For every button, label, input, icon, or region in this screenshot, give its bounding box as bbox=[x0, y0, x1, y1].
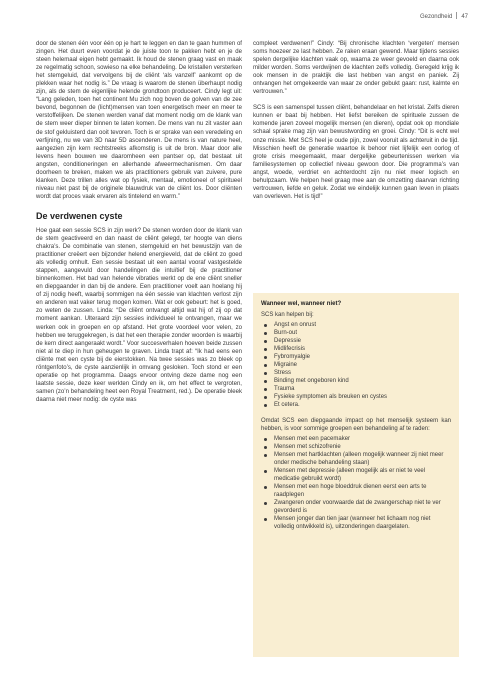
helps-with-list bbox=[261, 321, 451, 409]
list-item: Mensen met schizofrenie bbox=[261, 443, 451, 451]
bullet-icon bbox=[264, 396, 267, 399]
header-divider bbox=[456, 12, 457, 19]
bullet-icon bbox=[264, 324, 267, 327]
not-advised-list bbox=[261, 435, 451, 531]
list-item: Mensen met depressie (alleen mogelijk als er niet te veel medicatie gebruikt wordt) bbox=[261, 467, 451, 483]
sidebar-title: Wanneer wel, wanneer niet? bbox=[261, 301, 342, 307]
list-item: Fysieke symptomen als breuken en cystes bbox=[261, 393, 451, 401]
page-number: 47 bbox=[461, 14, 468, 20]
list-item: Depressie bbox=[261, 337, 451, 345]
list-item: Mensen met een hoge bloeddruk dienen eerst een arts te raadplegen bbox=[261, 483, 451, 499]
body-paragraph: SCS is een samenspel tussen cliënt, behandelaar en het kristal. Zelfs dieren kunnen er baat bij hebben. Het liefst bereiken de spirituele zussen de komende jaren zoveel mogelijk mensen (en dieren), opdat ook op mondiale schaal sprake mag zijn van bewustwording en groei. Cindy: “Dit is echt wel onze missie. Met SCS heel je oude pijn, zowel vooruit als achteruit in de tijd. Misschien heeft de generatie waartoe ik behoor niet lijfelijk een oorlog of grote crisis meegemaakt, maar dergelijke gebeurtenissen werken via familiesystemen op collectief niveau gewoon door. Die programma’s van angst, woede, verdriet en achterdocht zijn nu niet meer logisch en behulpzaam. We helpen heel graag mee aan de omzetting daarvan richting vertrouwen, liefde en geluk. Zodat we eindelijk kunnen gaan leven in plaats van overleven. Het is tijd!” bbox=[253, 105, 459, 200]
bullet-icon bbox=[264, 388, 267, 391]
bullet-icon bbox=[264, 404, 267, 407]
running-header bbox=[420, 12, 468, 20]
list-item: Fybromyalgie bbox=[261, 353, 451, 361]
section-heading: De verdwenen cyste bbox=[36, 210, 123, 221]
bullet-icon bbox=[264, 470, 267, 473]
list-item: Midlifecrisis bbox=[261, 345, 451, 353]
bullet-icon bbox=[264, 454, 267, 457]
list-item: Stress bbox=[261, 369, 451, 377]
sidebar-intro: SCS kan helpen bij: bbox=[261, 312, 314, 318]
bullet-icon bbox=[264, 380, 267, 383]
list-item: Mensen jonger dan tien jaar (wanneer het lichaam nog niet volledig ontwikkeld is), uitzonderingen daargelaten. bbox=[261, 515, 451, 531]
bullet-icon bbox=[264, 340, 267, 343]
list-item: Binding met ongeboren kind bbox=[261, 377, 451, 385]
bullet-icon bbox=[264, 364, 267, 367]
section-label: Gezondheid bbox=[419, 14, 453, 20]
bullet-icon bbox=[264, 502, 267, 505]
bullet-icon bbox=[264, 518, 267, 521]
bullet-icon bbox=[264, 486, 267, 489]
list-item: Angst en onrust bbox=[261, 321, 451, 329]
bullet-icon bbox=[264, 332, 267, 335]
list-item: Trauma bbox=[261, 385, 451, 393]
body-paragraph: Hoe gaat een sessie SCS in zijn werk? De stenen worden door de klank van de stem geactiveerd en dan naast de cliënt gelegd, ter hoogte van diens chakra’s. De combinatie van stenen, stemgeluid en het bewustzijn van de practitioner creëert een bijzonder helend energieveld, dat de cliënt zo goed als volledig omhult. Een sessie bestaat uit een aantal vooraf vastgestelde stappen, aangevuld door handelingen die intuïtief bij de practitioner binnenkomen. Het bad van helende vibraties werkt op de ene cliënt sneller en diepgaander in dan bij de andere. Een practitioner voelt aan hoelang hij of zij nodig heeft, waarbij sommigen na één sessie van klachten verlost zijn en anderen wat vaker terug mogen komen. Wat er ook gebeurt: het is goed, zo weten de zussen. Linda: “De cliënt ontvangt altijd wat hij of zij op dat moment aankan. Ulteraard zijn sessies individueel te ontvangen, maar we werken ook in groepen en op afstand. Het grote voordeel voor velen, zo hebben we teruggekregen, is dat het een therapie zonder woorden is waarbij de kern direct aangeraakt wordt.” Voor succesverhalen hoeven beide zussen niet al te diep in hun geheugen te graven. Linda trapt af: “Ik had eens een cliënte met een cyste bij de eierstokken. Na twee sessies was zo bleek op röntgenfoto’s, de cyste aanzienlijk in omvang gesloken. Toch stond er een operatie op het programma. Daags ervoor ontving deze dame nog een laatste sessie, deze keer werkten Cindy en ik, om het effect te vergroten, samen (zo’n behandeling heet een Royal Treatment, red.). De operatie bleek daarna niet meer nodig: de cyste was bbox=[36, 227, 242, 403]
list-item: Et cetera. bbox=[261, 401, 451, 409]
caution-paragraph: Omdat SCS een diepgaande impact op het menselijk systeem kan hebben, is voor sommige groepen een behandeling af te raden: bbox=[261, 418, 451, 432]
bullet-icon bbox=[264, 348, 267, 351]
left-column bbox=[36, 40, 242, 412]
list-item: Mensen met een pacemaker bbox=[261, 435, 451, 443]
list-item: Burn-out bbox=[261, 329, 451, 337]
body-paragraph: compleet verdwenen!” Cindy: “Bij chronische klachten ‘vergeten’ mensen soms hoezeer ze last hebben. Ze raken eraan gewend. Maar tijdens sessies spelen dergelijke klachten vaak op, waarna ze weer gevoeld en daarna ook milder worden. Soms verdwijnen de klachten zelfs volledig. Geregeld krijg ik ook mensen in de praktijk die last hebben van angst en paniek. Zij ontvangen het omgekeerde van waar ze onder gebukt gaan: rust, kalmte en vertrouwen.” bbox=[253, 41, 459, 96]
list-item: Mensen met hartklachten (alleen mogelijk wanneer zij niet meer onder medische behandeling staan) bbox=[261, 451, 451, 467]
bullet-icon bbox=[264, 372, 267, 375]
body-paragraph: door de stenen één voor één op je hart te leggen en dan te gaan hummen of zingen. Het duurt even voordat je de juiste toon te pakken hebt en je de steen helemaal eigen hebt gemaakt. Ik houd de stenen graag vast en maak ze regelmatig schoon, sowieso na elke behandeling. De kristallen versterken het stemgeluid, dat vervolgens bij de cliënt ‘als vanzelf’ aankomt op de plekken waar het nodig is.” De vraag is waarom de stenen überhaupt nodig zijn, als de stem de eigenlijke helende grondtoon produceert. Cindy legt uit: “Lang geleden, toen het continent Mu zich nog boven de golven van de zee bevond, begonnen de (licht)mensen van toen energetisch meer en meer te verstoffelijken. De stenen werden vanaf dat moment nodig om de klank van de stem weer dieper binnen te laten komen. De mens van nu zit vaster aan de stof gekluisterd dan ooit tevoren. Toch is er sprake van een veredeling en verfijning, nu we van 3D naar 5D ascenderen. De mens is van nature heel, aangezien zijn kern rechtstreeks afkomstig is uit de bron. Maar door alle levens heen bouwen we daaromheen een pantser op, dat bestaat uit angsten, conditioneringen en allerhande afweermechanismen. Om daar doorheen te breken, maken we als practitioners gebruik van zuivere, pure klanken. Deze trillen alles wat op fysiek, mentaal, emotioneel of spiritueel niveau niet past bij de originele blauwdruk van de cliënt los. Door cliënten wordt dat proces vaak ervaren als tintelend en warm.” bbox=[36, 41, 242, 200]
list-item: Zwangeren onder voorwaarde dat de zwangerschap niet te ver gevorderd is bbox=[261, 499, 451, 515]
bullet-icon bbox=[264, 446, 267, 449]
right-column bbox=[253, 40, 459, 209]
list-item: Migraine bbox=[261, 361, 451, 369]
info-sidebar bbox=[253, 293, 459, 657]
bullet-icon bbox=[264, 356, 267, 359]
bullet-icon bbox=[264, 438, 267, 441]
